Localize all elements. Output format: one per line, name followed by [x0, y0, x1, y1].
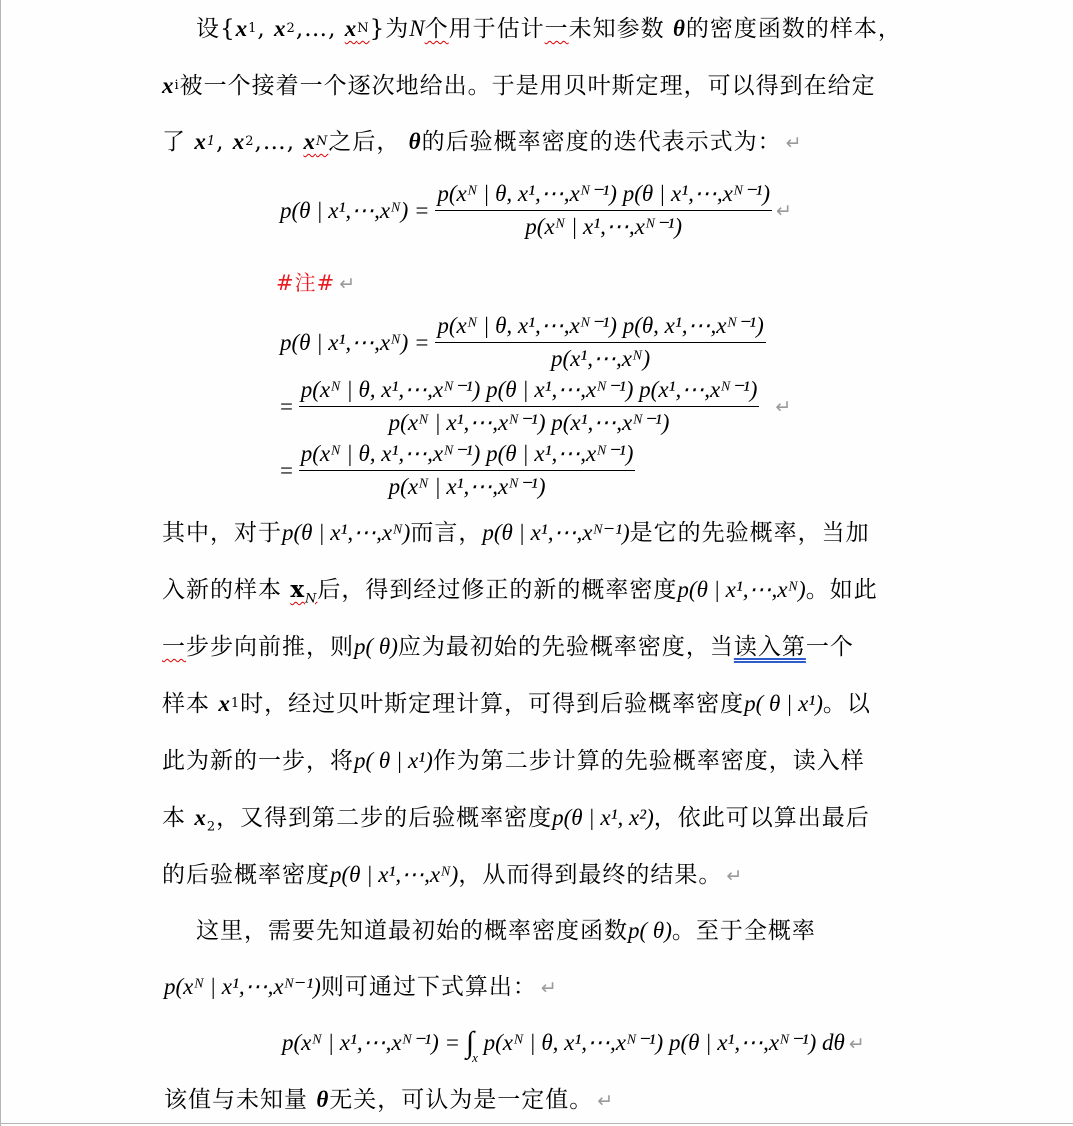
paragraph-2-line-4[interactable]: 样本 $x^1$时，经过贝叶斯定理计算，可得到后验概率密度p( θ | x¹)。以	[162, 691, 871, 717]
page-border-bottom	[0, 1123, 1073, 1124]
spellcheck-underline: 个	[424, 16, 449, 42]
paragraph-2-line-5[interactable]: 此为新的一步，将p( θ | x¹)作为第二步计算的先验概率密度，读入样	[162, 748, 865, 774]
equation-derivation-row-3[interactable]: = $\frac{\text{p(xᴺ | θ, x¹,⋯,xᴺ⁻¹) p(θ | x¹,⋯,xᴺ⁻¹)}}{\text{p(xᴺ | x¹,⋯,xᴺ⁻¹)}}$	[280, 441, 634, 499]
paragraph-2-line-7[interactable]: 的后验概率密度p(θ | x¹,⋯,xᴺ)，从而得到最终的结果。 ↵	[162, 862, 744, 888]
paragraph-2-line-3[interactable]: 一步步向前推，则p( θ)应为最初始的先验概率密度，当读入第一个	[162, 634, 854, 660]
note-label[interactable]: #注# ↵	[276, 271, 357, 295]
paragraph-mark-icon: ↵	[776, 199, 792, 222]
page-border-left	[0, 0, 1, 1126]
paragraph-1-line-2[interactable]: $x^i$被一个接着一个逐次地给出。于是用贝叶斯定理，可以得到在给定	[162, 73, 876, 99]
grammar-underline: 读入第	[733, 634, 806, 660]
spellcheck-underline: $x^N$	[303, 129, 329, 154]
paragraph-mark-icon: ↵	[540, 977, 558, 999]
paragraph-mark-icon: ↵	[339, 273, 357, 295]
paragraph-4[interactable]: 该值与未知量 θ无关，可认为是一定值。 ↵	[164, 1087, 615, 1113]
paragraph-2-line-2[interactable]: 入新的样本 $x_N$后，得到经过修正的新的概率密度p(θ | x¹,⋯,xᴺ)。如此	[162, 576, 878, 607]
paragraph-2-line-1[interactable]: 其中，对于p(θ | x¹,⋯,xᴺ)而言，p(θ | x¹,⋯,xᴺ⁻¹)是它的先验概率，当加	[162, 520, 870, 546]
spellcheck-underline: 一	[544, 16, 569, 42]
equation-posterior-iterative[interactable]: p(θ | x¹,⋯,xᴺ) = $\frac{\text{p(xᴺ | θ, x¹,⋯,xᴺ⁻¹) p(θ | x¹,⋯,xᴺ⁻¹)}}{\text{p(xᴺ | x¹,⋯,xᴺ⁻¹)}}$ ↵	[280, 181, 792, 239]
paragraph-mark-icon: ↵	[775, 395, 792, 418]
integral-sign: ∫	[465, 1026, 475, 1059]
fraction: $\frac{\text{p(xᴺ | θ, x¹,⋯,xᴺ⁻¹) p(θ, x¹,⋯,xᴺ⁻¹)}}{\text{p(x¹,⋯,xᴺ)}}$	[437, 313, 764, 371]
paragraph-1-line-3[interactable]: 了 $x^1$, $x^2,\dots$, $x^N$之后， θ的后验概率密度的迭代表示式为： ↵	[162, 129, 803, 155]
equation-derivation-row-2[interactable]: = $\frac{\text{p(xᴺ | θ, x¹,⋯,xᴺ⁻¹) p(θ | x¹,⋯,xᴺ⁻¹) p(x¹,⋯,xᴺ⁻¹)}}{\text{p(xᴺ | x¹,⋯,xᴺ⁻¹) p(x¹,⋯,xᴺ⁻¹)}}$ ↵	[280, 377, 792, 435]
paragraph-mark-icon: ↵	[726, 865, 744, 887]
paragraph-mark-icon: ↵	[848, 1033, 865, 1055]
spellcheck-underline: $x^N$	[344, 16, 370, 41]
paragraph-3-line-2[interactable]: p(xᴺ | x¹,⋯,xᴺ⁻¹)则可通过下式算出： ↵	[164, 974, 558, 1000]
spellcheck-underline: $x_N$	[290, 576, 318, 607]
paragraph-mark-icon: ↵	[785, 132, 803, 154]
equation-derivation-row-1[interactable]: p(θ | x¹,⋯,xᴺ) = $\frac{\text{p(xᴺ | θ, x¹,⋯,xᴺ⁻¹) p(θ, x¹,⋯,xᴺ⁻¹)}}{\text{p(x¹,⋯,xᴺ)}}$	[280, 313, 764, 371]
paragraph-2-line-6[interactable]: 本 $x_2$，又得到第二步的后验概率密度p(θ | x¹, x²)，依此可以算出最后	[162, 805, 870, 835]
paragraph-1-line-1[interactable]: 设{$x^1$, $x^2,\dots$, $x^N$}为N个用于估计一未知参数 θ的密度函数的样本，	[196, 16, 902, 42]
paragraph-3-line-1[interactable]: 这里，需要先知道最初始的概率密度函数p( θ)。至于全概率	[196, 918, 816, 944]
fraction: $\frac{\text{p(xᴺ | θ, x¹,⋯,xᴺ⁻¹) p(θ | x¹,⋯,xᴺ⁻¹) p(x¹,⋯,xᴺ⁻¹)}}{\text{p(xᴺ | x¹,⋯,xᴺ⁻¹) p(x¹,⋯,xᴺ⁻¹)}}$	[300, 377, 758, 435]
equation-total-probability[interactable]: p(xᴺ | x¹,⋯,xᴺ⁻¹) = $\int_x$ p(xᴺ | θ, x¹,⋯,xᴺ⁻¹) p(θ | x¹,⋯,xᴺ⁻¹) dθ ↵	[282, 1026, 865, 1065]
spellcheck-underline: 一	[162, 634, 186, 660]
fraction: $\frac{\text{p(xᴺ | θ, x¹,⋯,xᴺ⁻¹) p(θ | x¹,⋯,xᴺ⁻¹)}}{\text{p(xᴺ | x¹,⋯,xᴺ⁻¹)}}$	[437, 181, 771, 239]
paragraph-mark-icon: ↵	[597, 1090, 615, 1112]
fraction: $\frac{\text{p(xᴺ | θ, x¹,⋯,xᴺ⁻¹) p(θ | x¹,⋯,xᴺ⁻¹)}}{\text{p(xᴺ | x¹,⋯,xᴺ⁻¹)}}$	[300, 441, 634, 499]
